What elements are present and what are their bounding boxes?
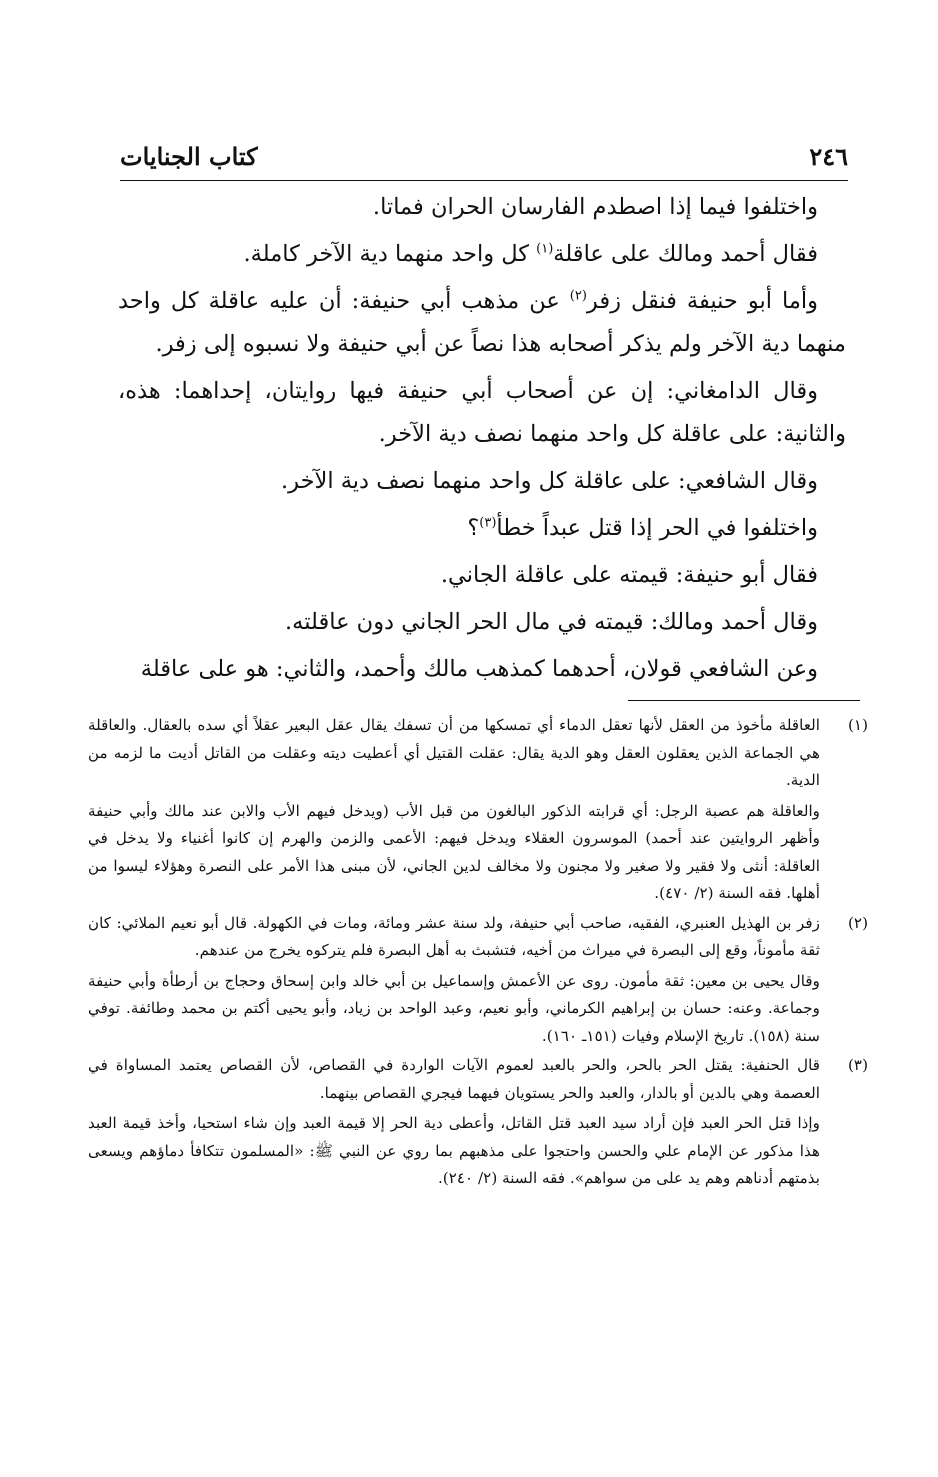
- paragraph-2-text-b: كل واحد منهما دية الآخر كاملة.: [243, 241, 537, 267]
- footnote-paragraph: وقال يحيى بن معين: ثقة مأمون. روى عن الأعمش وإسماعيل بن أبي خالد وابن إسحاق وحجاج بن أرطأة وأبي حنيفة وجماعة. وعنه: حسان بن إبراهيم الكرماني، وأبو نعيم، وعبد الواحد بن زياد، وأبو يحيى أكتم بن محمد وطائفة. توفي سنة (١٥٨). تاريخ الإسلام وفيات (١٥١ـ ١٦٠).: [88, 971, 820, 1045]
- paragraph-9: وعن الشافعي قولان، أحدهما كمذهب مالك وأحمد، والثاني: هو على عاقلة: [140, 656, 818, 682]
- paragraph-7: فقال أبو حنيفة: قيمته على عاقلة الجاني.: [440, 562, 818, 588]
- footnote-paragraph: وإذا قتل الحر العبد فإن أراد سيد العبد قتل القاتل، وأعطى دية الحر إلا قيمة العبد وإن شاء استحيا، وأخذ قيمة العبد هذا مذكور عن الإمام علي والحسن واحتجوا على مذهبهم بما روي عن النبي ﷺ: «المسلمون تتكافأ دماؤهم ويسعى بذمتهم أدناهم وهم يد على من سواهم». فقه السنة (٢/ ٢٤٠).: [88, 1114, 820, 1187]
- page-header: [120, 138, 848, 181]
- paragraph-3-text-b: عن مذهب أبي حنيفة: أن عليه عاقلة كل واحد منهما دية الآخر ولم يذكر أصحابه هذا نصاً عن أبي حنيفة ولا نسبوه إلى زفر.: [118, 288, 846, 357]
- paragraph-3: [118, 280, 846, 366]
- footnote-paragraph: زفر بن الهذيل العنبري، الفقيه، صاحب أبي حنيفة، ولد سنة عشر ومائة، ومات في الكهولة. قال أبو نعيم الملائي: كان ثقة مأموناً، وقع إلى البصرة في ميراث من أخيه، فتشبث به أهل البصرة فلم يتركوه يخرج من عندهم.: [88, 913, 820, 959]
- footnote-paragraph: والعاقلة هم عصبة الرجل: أي قرابته الذكور البالغون من قبل الأب (ويدخل فيهم الأب والابن عند مالك وأبي حنيفة وأظهر الروايتين عند أحمد) الموسرون العقلاء ويدخل فيهم: الأعمى والزمن والهرم إن كانوا أغنياء ولا يدخل في العاقلة: أنثى ولا فقير ولا صغير ولا مجنون ولا مخالف لدين الجاني، لأن مبنى هذا الأمر على النصرة وهؤلاء ليسوا من أهلها. فقه السنة (٢/ ٤٧٠).: [88, 801, 820, 902]
- footnote-body: [88, 1052, 820, 1193]
- footnote-ref-3: (٣): [479, 515, 497, 531]
- paragraph-2: [118, 233, 846, 276]
- paragraph-6-text-b: ؟: [467, 515, 480, 541]
- footnote-body: [88, 712, 820, 908]
- paragraph-4: وقال الدامغاني: إن عن أصحاب أبي حنيفة فيها روايتان، إحداهما: هذه، والثانية: على عاقلة كل واحد منهما نصف دية الآخر.: [118, 378, 846, 447]
- footnote-3: [88, 1052, 868, 1193]
- footnote-ref-1: (١): [536, 241, 554, 257]
- paragraph-5: وقال الشافعي: على عاقلة كل واحد منهما نصف دية الآخر.: [281, 468, 818, 494]
- footnote-body: [88, 910, 820, 1051]
- paragraph-6-text-a: واختلفوا في الحر إذا قتل عبداً خطأ: [496, 515, 818, 541]
- footnote-2: [88, 910, 868, 1051]
- paragraph-1: واختلفوا فيما إذا اصطدم الفارسان الحران فماتا.: [372, 194, 818, 220]
- footnote-1: [88, 712, 868, 908]
- chapter-title: كتاب الجنايات: [120, 142, 258, 171]
- footnote-ref-2: (٢): [569, 288, 587, 304]
- footnote-number: (٣): [847, 1056, 868, 1074]
- page-number: ٢٤٦: [809, 142, 848, 171]
- paragraph-3-text-a: وأما أبو حنيفة فنقل زفر: [586, 288, 818, 314]
- paragraph-8: وقال أحمد ومالك: قيمته في مال الحر الجاني دون عاقلته.: [285, 609, 818, 635]
- footnote-paragraph: قال الحنفية: يقتل الحر بالحر، والحر بالعبد لعموم الآيات الواردة في القصاص، لأن القصاص يعتمد المساواة في العصمة وهي بالدين أو بالدار، والعبد والحر يستويان فيهما فيجري القصاص بينهما.: [88, 1056, 820, 1102]
- main-text: [118, 186, 846, 691]
- paragraph-6: [118, 507, 846, 550]
- footnotes: [88, 712, 868, 1195]
- footnote-number: (١): [847, 716, 868, 734]
- footnote-paragraph: العاقلة مأخوذ من العقل لأنها تعقل الدماء أي تمسكها من أن تسفك يقال عقل البعير عقلاً أي سده بالعقال. والعاقلة هي الجماعة الذين يعقلون العقل وهو الدية يقال: عقلت القتيل أي أعطيت ديته وعقلت من القاتل أديت ما لزمه من الدية.: [88, 716, 820, 789]
- footnote-separator: [628, 700, 860, 701]
- paragraph-2-text-a: فقال أحمد ومالك على عاقلة: [553, 241, 818, 267]
- footnote-number: (٢): [847, 913, 868, 932]
